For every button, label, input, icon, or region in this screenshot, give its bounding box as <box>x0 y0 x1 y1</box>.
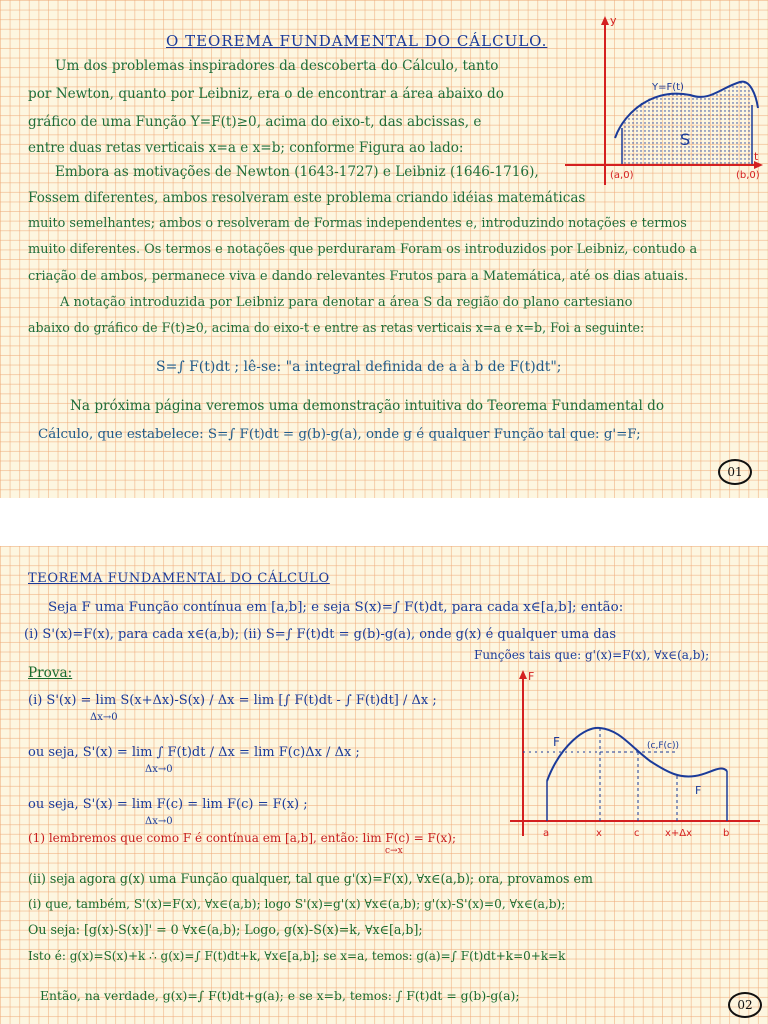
text-line: muito semelhantes; ambos o resolveram de Formas independentes e, introduzindo notações e termos <box>28 216 687 231</box>
proof-step-1: (i) S'(x) = lim S(x+Δx)-S(x) / Δx = lim [∫ F(t)dt - ∫ F(t)dt] / Δx ; <box>28 693 437 708</box>
notebook-page-2 <box>0 546 768 1024</box>
mean-value-figure <box>505 666 765 846</box>
proof-ii-line: (ii) seja agora g(x) uma Função qualquer, tal que g'(x)=F(x), ∀x∈(a,b); ora, provamos em <box>28 871 593 886</box>
text-line: Fossem diferentes, ambos resolveram este problema criando idéias matemáticas <box>28 190 586 206</box>
point-label: (c,F(c)) <box>647 741 679 751</box>
proof-step-3: ou seja, S'(x) = lim F(c) = lim F(c) = F(x) ; <box>28 797 308 812</box>
point-a-label: (a,0) <box>610 170 634 181</box>
page-separator <box>0 498 768 546</box>
proof-label: Prova: <box>28 665 73 681</box>
text-line: entre duas retas verticais x=a e x=b; conforme Figura ao lado: <box>28 140 464 156</box>
proof-step-2: ou seja, S'(x) = lim ∫ F(t)dt / Δx = lim F(c)Δx / Δx ; <box>28 745 360 760</box>
continuity-note: (1) lembremos que como F é contínua em [a,b], então: lim F(c) = F(x); <box>28 831 457 845</box>
limit-subscript: Δx→0 <box>145 764 173 775</box>
page-number: 01 <box>718 459 752 485</box>
text-line: Um dos problemas inspiradores da descoberta do Cálculo, tanto <box>55 58 499 74</box>
proof-ii-line: Isto é: g(x)=S(x)+k ∴ g(x)=∫ F(t)dt+k, ∀x∈[a,b]; se x=a, temos: g(a)=∫ F(t)dt+k=0+k=k <box>28 949 566 963</box>
text-line: muito diferentes. Os termos e notações que perduraram Foram os introduzidos por Leibniz, contudo a <box>28 242 698 257</box>
area-under-curve-figure <box>560 10 765 190</box>
text-line: A notação introduzida por Leibniz para denotar a área S da região do plano cartesiano <box>60 295 633 310</box>
proof-ii-line: Ou seja: [g(x)-S(x)]' = 0 ∀x∈(a,b); Logo, g(x)-S(x)=k, ∀x∈[a,b]; <box>28 922 423 937</box>
limit-subscript: Δx→0 <box>145 816 173 827</box>
curve-f <box>547 728 727 781</box>
point-b-label: (b,0) <box>736 170 760 181</box>
area-label: S <box>680 130 691 149</box>
theorem-items-cont: Funções tais que: g'(x)=F(x), ∀x∈(a,b); <box>474 648 710 662</box>
curve-label: F <box>695 784 702 797</box>
text-line: Na próxima página veremos uma demonstração intuitiva do Teorema Fundamental do <box>70 398 665 414</box>
text-line: Embora as motivações de Newton (1643-1727) e Leibniz (1646-1716), <box>55 164 539 180</box>
f-axis-label: F <box>528 670 535 683</box>
page-title: TEOREMA FUNDAMENTAL DO CÁLCULO <box>28 571 330 586</box>
theorem-items: (i) S'(x)=F(x), para cada x∈(a,b); (ii) S=∫ F(t)dt = g(b)-g(a), onde g(x) é qualquer uma das <box>24 627 617 642</box>
theorem-intro: Seja F uma Função contínua em [a,b]; e seja S(x)=∫ F(t)dt, para cada x∈[a,b]; então: <box>48 600 624 615</box>
tick-a: a <box>543 828 550 839</box>
limit-subscript: c→x <box>385 846 403 856</box>
page-title: O TEOREMA FUNDAMENTAL DO CÁLCULO. <box>166 32 548 50</box>
proof-ii-line: (i) que, também, S'(x)=F(x), ∀x∈(a,b); logo S'(x)=g'(x) ∀x∈(a,b); g'(x)-S'(x)=0, ∀x∈(a,b); <box>28 897 566 911</box>
text-line: criação de ambos, permanece viva e dando relevantes Frutos para a Matemática, até os dias atuais. <box>28 269 689 284</box>
tick-c: c <box>634 828 640 839</box>
notebook-page-1 <box>0 0 768 498</box>
proof-ii-line: Então, na verdade, g(x)=∫ F(t)dt+g(a); e se x=b, temos: ∫ F(t)dt = g(b)-g(a); <box>40 988 520 1003</box>
curve-label: Y=F(t) <box>652 82 684 93</box>
t-axis-label: t <box>754 150 759 163</box>
text-line: gráfico de uma Função Y=F(t)≥0, acima do eixo-t, das abcissas, e <box>28 114 482 130</box>
theorem-statement: Cálculo, que estabelece: S=∫ F(t)dt = g(b)-g(a), onde g é qualquer Função tal que: g'=F; <box>38 427 641 442</box>
tick-x: x <box>596 828 602 839</box>
text-line: por Newton, quanto por Leibniz, era o de encontrar a área abaixo do <box>28 86 504 102</box>
y-axis-label: y <box>610 14 617 27</box>
tick-x-plus-dx: x+Δx <box>665 828 693 839</box>
curve-label: F <box>553 735 560 749</box>
tick-b: b <box>723 828 730 839</box>
text-line: abaixo do gráfico de F(t)≥0, acima do eixo-t e entre as retas verticais x=a e x=b, Foi a seguinte: <box>28 320 645 335</box>
limit-subscript: Δx→0 <box>90 712 118 723</box>
page-number: 02 <box>728 992 762 1018</box>
integral-definition: S=∫ F(t)dt ; lê-se: "a integral definida de a à b de F(t)dt"; <box>156 359 562 375</box>
